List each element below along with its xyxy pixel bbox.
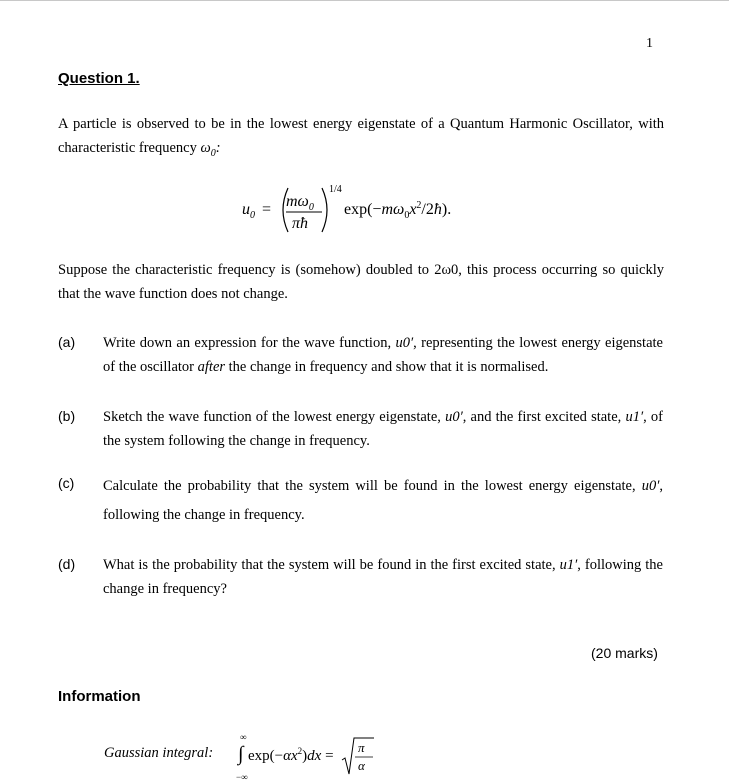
var-u1-prime: u1′ [625, 409, 644, 425]
ground-state-equation [242, 180, 502, 240]
question-title: Question 1. [58, 70, 140, 87]
integral-lower: −∞ [236, 772, 248, 782]
intro-paragraph [58, 112, 664, 166]
gaussian-integral-equation [236, 730, 376, 782]
part-c-text: Calculate the probability that the system will be found in the lowest energy eigenstate, u0′, following the change in frequency. [103, 478, 663, 523]
gaussian-label: Gaussian integral: [104, 745, 214, 761]
part-b-label: (b) [58, 408, 76, 424]
page-number: 1 [646, 36, 653, 51]
part-b-text: Sketch the wave function of the lowest energy eigenstate, u0′, and the first excited state, u1′, of the system following the change in frequency. [103, 409, 663, 449]
part-c-label: (c) [58, 475, 75, 491]
integral-body: $\exp(-\alpha x^2)dx$ = [248, 746, 334, 764]
suppose-paragraph: Suppose the characteristic frequency is (somehow) doubled to 2ω0, this process occurring so quickly that the wave function does not change. [58, 262, 664, 302]
eq-power: 1/4 [329, 184, 342, 195]
var-u1-prime: u1′ [559, 557, 578, 573]
omega0-symbol: $\omega_0$: [200, 140, 221, 159]
eq-numerator: $m\omega_0$ [286, 193, 314, 213]
var-u0-prime: u0′ [395, 335, 414, 351]
sqrt-denominator: α [358, 758, 365, 773]
part-a-text: Write down an expression for the wave function, u0′, representing the lowest energy eigenstate of the oscillator after the change in frequency and show that it is normalised. [103, 335, 663, 375]
marks-label: (20 marks) [591, 645, 658, 661]
eq-exp: $\exp(-m\omega_0x^2/2ħ)$. [344, 200, 452, 221]
eq-right-paren [322, 188, 327, 232]
eq-u0: $u_0$ [242, 201, 255, 221]
sqrt-numerator: π [358, 740, 365, 755]
var-u0-prime: u0′ [641, 478, 660, 494]
eq-denominator: πħ [292, 215, 309, 232]
var-u0-prime: u0′ [445, 409, 463, 425]
top-border [0, 0, 729, 1]
part-a-label: (a) [58, 334, 76, 350]
info-title: Information [58, 688, 141, 705]
integral-sign: ∫ [238, 743, 244, 765]
intro-text: A particle is observed to be in the lowest energy eigenstate of a Quantum Harmonic Oscillator, with characteristic frequency [58, 116, 664, 156]
integral-upper: ∞ [240, 732, 247, 742]
eq-equals: = [262, 201, 272, 218]
part-d-label: (d) [58, 556, 76, 572]
part-d-text: What is the probability that the system will be found in the first excited state, u1′, following the change in frequency? [103, 557, 663, 597]
